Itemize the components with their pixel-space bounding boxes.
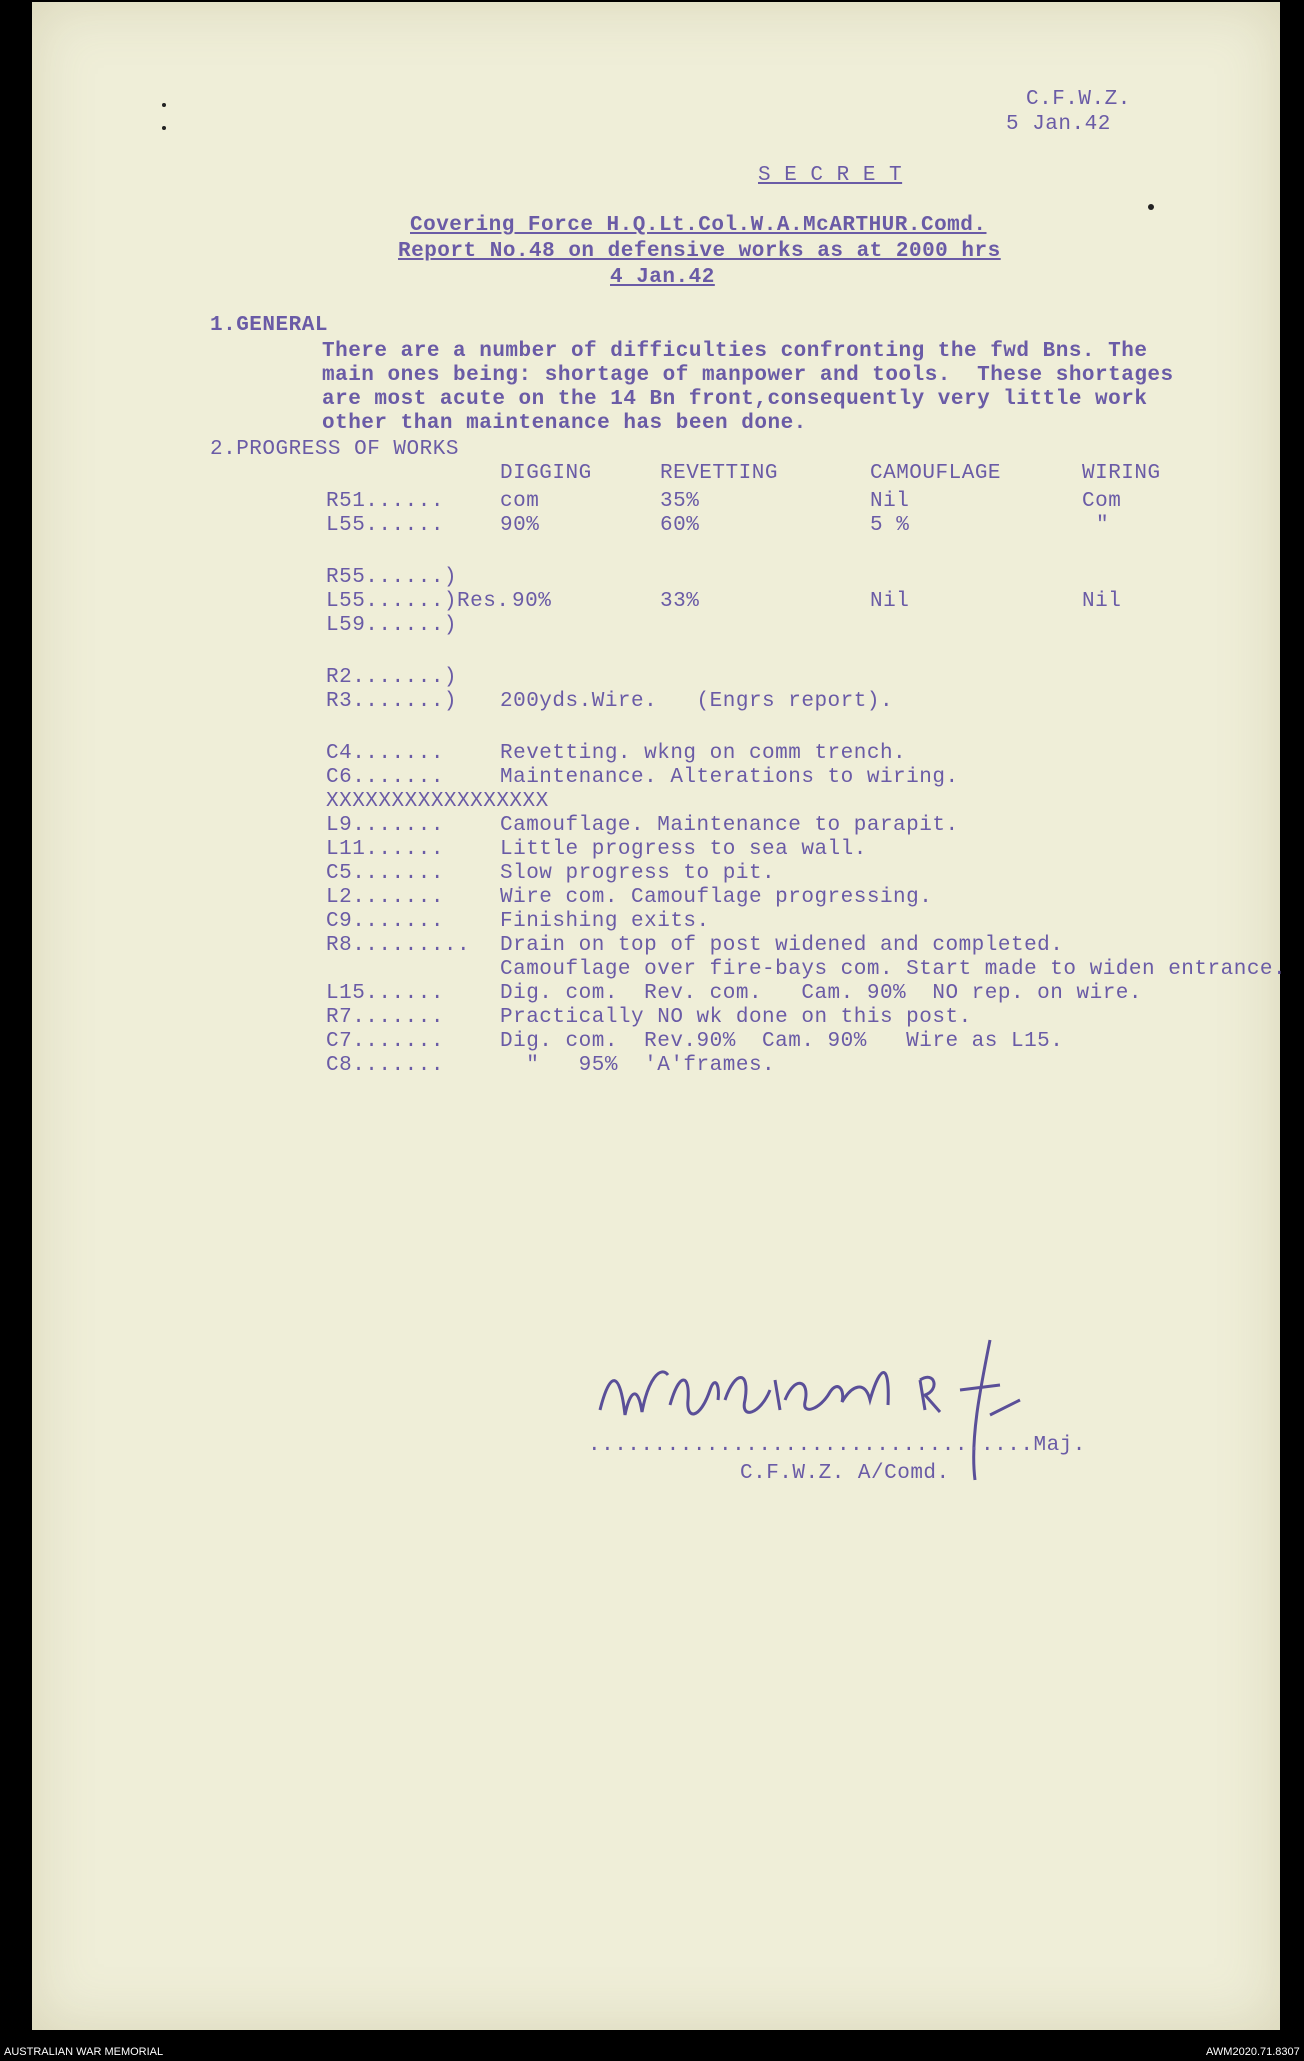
pin-mark [1148, 204, 1154, 210]
cell-revetting: 35% [660, 490, 700, 513]
section-heading-progress: 2.PROGRESS OF WORKS [210, 438, 459, 461]
post-label: R55......) [326, 566, 458, 589]
work-note: Revetting. wkng on comm trench. [500, 742, 907, 765]
general-text-line: main ones being: shortage of manpower and tools. These shortages [322, 364, 1174, 387]
post-label: R51...... [326, 490, 444, 513]
post-label: R8......... [326, 934, 471, 957]
work-note: Wire com. Camouflage progressing. [500, 886, 933, 909]
struck-out-line: XXXXXXXXXXXXXXXXX [326, 790, 549, 813]
cell-digging: com [500, 490, 540, 513]
classification: S E C R E T [758, 164, 903, 187]
cell-digging: 90% [500, 514, 540, 537]
post-label: R3.......) [326, 690, 458, 713]
post-label: L55......)Res. [326, 590, 510, 613]
work-note: Slow progress to pit. [500, 862, 776, 885]
post-label: L9....... [326, 814, 444, 837]
punch-hole [162, 126, 166, 130]
work-note: Little progress to sea wall. [500, 838, 867, 861]
column-header-revetting: REVETTING [660, 462, 778, 485]
general-text-line: other than maintenance has been done. [322, 412, 807, 435]
footer-bar [0, 2030, 1304, 2061]
cell-wiring: " [1096, 514, 1110, 537]
general-text-line: are most acute on the 14 Bn front,consequently very little work [322, 388, 1148, 411]
cell-digging: 90% [512, 590, 552, 613]
cell-wiring: Nil [1082, 590, 1122, 613]
post-label: L55...... [326, 514, 444, 537]
post-label: R2.......) [326, 666, 458, 689]
document-date: 5 Jan.42 [1006, 113, 1111, 136]
work-note: Maintenance. Alterations to wiring. [500, 766, 959, 789]
post-label: C5....... [326, 862, 444, 885]
cell-camouflage: Nil [870, 590, 910, 613]
signature-line: ..................................Maj. [588, 1434, 1086, 1457]
post-label: L59......) [326, 614, 458, 637]
column-header-wiring: WIRING [1082, 462, 1161, 485]
general-text-line: There are a number of difficulties confronting the fwd Bns. The [322, 340, 1148, 363]
column-header-camouflage: CAMOUFLAGE [870, 462, 1002, 485]
work-note: Practically NO wk done on this post. [500, 1006, 972, 1029]
post-label: C8....... [326, 1054, 444, 1077]
footer-reference-number: AWM2020.71.8307 [1206, 2046, 1300, 2058]
signatory-title: C.F.W.Z. A/Comd. [740, 1462, 950, 1485]
post-label: L15...... [326, 982, 444, 1005]
work-note: " 95% 'A'frames. [500, 1054, 776, 1077]
column-header-digging: DIGGING [500, 462, 592, 485]
post-label: C4....... [326, 742, 444, 765]
cell-camouflage: 5 % [870, 514, 910, 537]
cell-camouflage: Nil [870, 490, 910, 513]
punch-hole [162, 103, 166, 107]
work-note: Camouflage. Maintenance to parapit. [500, 814, 959, 837]
cell-revetting: 33% [660, 590, 700, 613]
work-note: Dig. com. Rev. com. Cam. 90% NO rep. on wire. [500, 982, 1143, 1005]
title-line-2: Report No.48 on defensive works as at 2000 hrs [398, 240, 1001, 263]
title-line-3: 4 Jan.42 [610, 266, 715, 289]
work-note: Finishing exits. [500, 910, 710, 933]
cell-revetting: 60% [660, 514, 700, 537]
title-line-1: Covering Force H.Q.Lt.Col.W.A.McARTHUR.Comd. [410, 214, 987, 237]
cell-wiring: Com [1082, 490, 1122, 513]
work-note: Dig. com. Rev.90% Cam. 90% Wire as L15. [500, 1030, 1064, 1053]
post-label: C7....... [326, 1030, 444, 1053]
post-label: C6....... [326, 766, 444, 789]
post-label: R7....... [326, 1006, 444, 1029]
work-note: 200yds.Wire. (Engrs report). [500, 690, 894, 713]
work-note: Drain on top of post widened and completed. [500, 934, 1064, 957]
post-label: C9....... [326, 910, 444, 933]
post-label: L2....... [326, 886, 444, 909]
office-code: C.F.W.Z. [1026, 88, 1131, 111]
section-heading-general: 1.GENERAL [210, 314, 328, 337]
work-note: Camouflage over fire-bays com. Start made to widen entrance. [500, 958, 1287, 981]
footer-archive-name: AUSTRALIAN WAR MEMORIAL [4, 2046, 164, 2058]
post-label: L11...... [326, 838, 444, 861]
